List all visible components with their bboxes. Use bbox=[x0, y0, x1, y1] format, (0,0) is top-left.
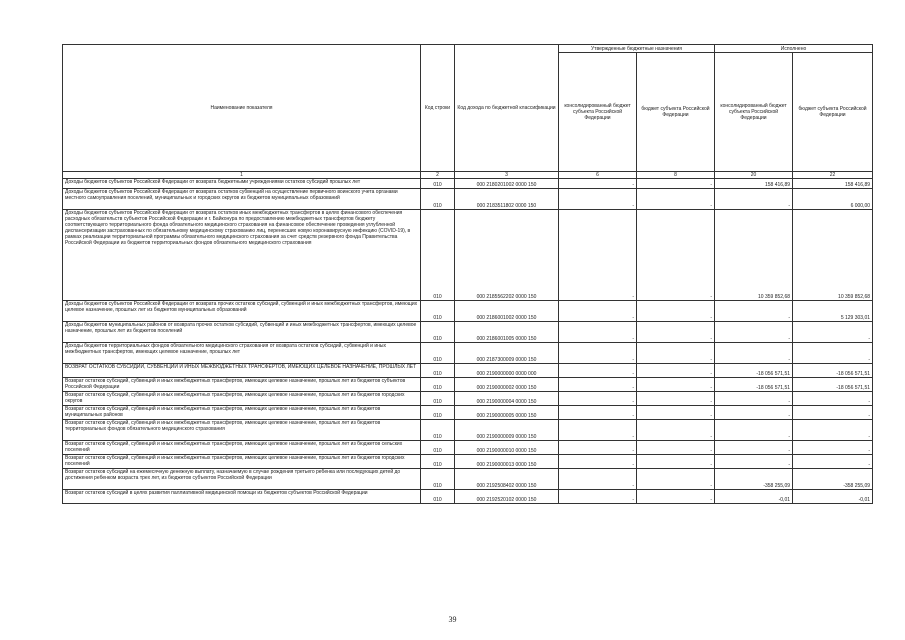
table-body bbox=[63, 179, 873, 504]
row-kbk: 000 2190000002 0000 150 bbox=[455, 378, 559, 392]
row-code: 010 bbox=[421, 364, 455, 378]
row-approved-consolidated: - bbox=[559, 179, 637, 189]
row-approved-subject: - bbox=[637, 455, 715, 469]
row-code: 010 bbox=[421, 322, 455, 343]
row-executed-consolidated: - bbox=[715, 322, 793, 343]
table-row bbox=[63, 364, 873, 378]
budget-table bbox=[62, 44, 873, 504]
row-kbk: 000 2185562202 0000 150 bbox=[455, 210, 559, 301]
row-executed-consolidated: - bbox=[715, 455, 793, 469]
row-name: Возврат остатков субсидий, субвенций и иных межбюджетных трансфертов, имеющих целевое назначение, прошлых лет из бюджетов городских округов bbox=[63, 392, 421, 406]
row-code: 010 bbox=[421, 189, 455, 210]
row-executed-consolidated: - bbox=[715, 189, 793, 210]
row-name: Доходы бюджетов субъектов Российской Федерации от возврата остатков иных межбюджетных трансфертов в целях финансового обеспечения расходных обязательств субъектов Российской Федерации и г. Байконура по предоставлению межбюджетных трансфертов бюджету соответствующего территориального фонда обязательного медицинского страхования на финансовое обеспечение проведения углубленной диспансеризации застрахованных по обязательному медицинскому страхованию лиц, перенесших новую коронавирусную инфекцию (COVID-19), в рамках реализации территориальной программы обязательного медицинского страхования за счет средств резервного фонда Правительства Российской Федерации из бюджетов территориальных фондов обязательного медицинского страхования bbox=[63, 210, 421, 301]
row-executed-subject: - bbox=[793, 441, 873, 455]
table-row bbox=[63, 406, 873, 420]
column-number: 22 bbox=[793, 172, 873, 179]
row-code: 010 bbox=[421, 441, 455, 455]
row-name: Возврат остатков субсидий, субвенций и иных межбюджетных трансфертов, имеющих целевое назначение, прошлых лет из бюджетов муниципальных районов bbox=[63, 406, 421, 420]
row-executed-subject: -358 255,09 bbox=[793, 469, 873, 490]
row-code: 010 bbox=[421, 420, 455, 441]
row-code: 010 bbox=[421, 455, 455, 469]
table-row bbox=[63, 469, 873, 490]
row-code: 010 bbox=[421, 210, 455, 301]
row-executed-subject: -18 056 571,51 bbox=[793, 364, 873, 378]
row-approved-consolidated: - bbox=[559, 490, 637, 504]
header-approved-consolidated: консолидированный бюджет субъекта Российской Федерации bbox=[559, 53, 637, 172]
column-number: 1 bbox=[63, 172, 421, 179]
header-executed-consolidated: консолидированный бюджет субъекта Российской Федерации bbox=[715, 53, 793, 172]
row-code: 010 bbox=[421, 179, 455, 189]
header-name: Наименование показателя bbox=[63, 45, 421, 172]
row-approved-subject: - bbox=[637, 210, 715, 301]
column-number-row bbox=[63, 172, 873, 179]
row-executed-subject: -0,01 bbox=[793, 490, 873, 504]
row-executed-subject: - bbox=[793, 420, 873, 441]
row-code: 010 bbox=[421, 406, 455, 420]
row-kbk: 000 2190000005 0000 150 bbox=[455, 406, 559, 420]
row-executed-subject: 6 000,00 bbox=[793, 189, 873, 210]
header-kbk: Код дохода по бюджетной классификации bbox=[455, 45, 559, 172]
row-kbk: 000 2186001002 0000 150 bbox=[455, 301, 559, 322]
row-approved-subject: - bbox=[637, 490, 715, 504]
row-executed-consolidated: - bbox=[715, 406, 793, 420]
row-kbk: 000 2190000004 0000 150 bbox=[455, 392, 559, 406]
row-name: Возврат остатков субсидий, субвенций и иных межбюджетных трансфертов, имеющих целевое назначение, прошлых лет из бюджетов субъектов Российской Федерации bbox=[63, 378, 421, 392]
row-name: Возврат остатков субсидий, субвенций и иных межбюджетных трансфертов, имеющих целевое назначение, прошлых лет из бюджетов сельских поселений bbox=[63, 441, 421, 455]
header-group-row bbox=[63, 45, 873, 53]
row-code: 010 bbox=[421, 378, 455, 392]
row-kbk: 000 2192520102 0000 150 bbox=[455, 490, 559, 504]
row-approved-subject: - bbox=[637, 441, 715, 455]
row-kbk: 000 2192508402 0000 150 bbox=[455, 469, 559, 490]
table-row bbox=[63, 179, 873, 189]
row-name: Доходы бюджетов муниципальных районов от возврата прочих остатков субсидий, субвенций и иных межбюджетных трансфертов, имеющих целевое назначение, прошлых лет из бюджетов поселений bbox=[63, 322, 421, 343]
table-row bbox=[63, 420, 873, 441]
row-executed-subject: 5 129 303,01 bbox=[793, 301, 873, 322]
row-approved-subject: - bbox=[637, 364, 715, 378]
row-approved-consolidated: - bbox=[559, 469, 637, 490]
row-code: 010 bbox=[421, 343, 455, 364]
row-executed-subject: 158 416,89 bbox=[793, 179, 873, 189]
row-name: Возврат остатков субсидий в целях развития паллиативной медицинской помощи из бюджетов субъектов Российской Федерации bbox=[63, 490, 421, 504]
row-kbk: 000 2187300009 0000 150 bbox=[455, 343, 559, 364]
row-approved-subject: - bbox=[637, 420, 715, 441]
header-approved-group: Утвержденные бюджетные назначения bbox=[559, 45, 715, 53]
column-number: 6 bbox=[559, 172, 637, 179]
row-approved-subject: - bbox=[637, 469, 715, 490]
row-name: Возврат остатков субсидий, субвенций и иных межбюджетных трансфертов, имеющих целевое назначение, прошлых лет из бюджетов территориальных фондов обязательного медицинского страхования bbox=[63, 420, 421, 441]
row-kbk: 000 2183511802 0000 150 bbox=[455, 189, 559, 210]
row-approved-subject: - bbox=[637, 378, 715, 392]
row-kbk: 000 2190000010 0000 150 bbox=[455, 441, 559, 455]
table-row bbox=[63, 322, 873, 343]
row-executed-subject: - bbox=[793, 406, 873, 420]
header-code: Код строки bbox=[421, 45, 455, 172]
row-name: Доходы бюджетов субъектов Российской Федерации от возврата остатков субвенций на осуществление первичного воинского учета органами местного самоуправления поселений, муниципальных и городских округов из бюджетов муниципальных образований bbox=[63, 189, 421, 210]
row-approved-subject: - bbox=[637, 392, 715, 406]
row-approved-subject: - bbox=[637, 179, 715, 189]
row-name: Доходы бюджетов территориальных фондов обязательного медицинского страхования от возврата остатков субсидий, субвенций и иных межбюджетных трансфертов, имеющих целевое назначение, прошлых лет bbox=[63, 343, 421, 364]
row-executed-subject: 10 359 852,68 bbox=[793, 210, 873, 301]
row-kbk: 000 2190000013 0000 150 bbox=[455, 455, 559, 469]
row-executed-consolidated: 158 416,89 bbox=[715, 179, 793, 189]
row-executed-consolidated: - bbox=[715, 343, 793, 364]
table-row bbox=[63, 301, 873, 322]
row-approved-consolidated: - bbox=[559, 189, 637, 210]
row-approved-consolidated: - bbox=[559, 301, 637, 322]
row-executed-consolidated: -358 255,09 bbox=[715, 469, 793, 490]
row-executed-consolidated: - bbox=[715, 420, 793, 441]
table-row bbox=[63, 455, 873, 469]
row-code: 010 bbox=[421, 490, 455, 504]
row-executed-subject: - bbox=[793, 343, 873, 364]
table-row bbox=[63, 490, 873, 504]
column-number: 3 bbox=[455, 172, 559, 179]
row-executed-consolidated: - bbox=[715, 392, 793, 406]
row-executed-consolidated: -18 056 571,51 bbox=[715, 364, 793, 378]
row-approved-consolidated: - bbox=[559, 322, 637, 343]
row-approved-consolidated: - bbox=[559, 406, 637, 420]
row-name: Возврат остатков субсидий на ежемесячную денежную выплату, назначаемую в случае рождения третьего ребенка или последующих детей до достижения ребенком возраста трех лет, из бюджетов субъектов Российской Федерации bbox=[63, 469, 421, 490]
row-approved-consolidated: - bbox=[559, 364, 637, 378]
row-name: Доходы бюджетов субъектов Российской Федерации от возврата бюджетными учреждениями остатков субсидий прошлых лет bbox=[63, 179, 421, 189]
row-approved-consolidated: - bbox=[559, 343, 637, 364]
row-approved-subject: - bbox=[637, 322, 715, 343]
row-kbk: 000 2190000000 0000 000 bbox=[455, 364, 559, 378]
row-approved-consolidated: - bbox=[559, 455, 637, 469]
page-number: 39 bbox=[448, 615, 457, 624]
header-executed-group: Исполнено bbox=[715, 45, 873, 53]
row-executed-consolidated: -0,01 bbox=[715, 490, 793, 504]
header-executed-subject: бюджет субъекта Российской Федерации bbox=[793, 53, 873, 172]
row-executed-consolidated: -18 056 571,51 bbox=[715, 378, 793, 392]
row-executed-consolidated: - bbox=[715, 301, 793, 322]
table-row bbox=[63, 441, 873, 455]
row-executed-subject: - bbox=[793, 322, 873, 343]
table-row bbox=[63, 189, 873, 210]
row-approved-subject: - bbox=[637, 406, 715, 420]
row-kbk: 000 2186001005 0000 150 bbox=[455, 322, 559, 343]
row-approved-consolidated: - bbox=[559, 441, 637, 455]
column-number: 2 bbox=[421, 172, 455, 179]
row-approved-consolidated: - bbox=[559, 378, 637, 392]
row-kbk: 000 2180201002 0000 150 bbox=[455, 179, 559, 189]
row-executed-subject: -18 056 571,51 bbox=[793, 378, 873, 392]
row-executed-consolidated: - bbox=[715, 441, 793, 455]
row-executed-consolidated: 10 359 852,68 bbox=[715, 210, 793, 301]
row-name: Возврат остатков субсидий, субвенций и иных межбюджетных трансфертов, имеющих целевое назначение, прошлых лет из бюджетов городских поселений bbox=[63, 455, 421, 469]
row-name: ВОЗВРАТ ОСТАТКОВ СУБСИДИЙ, СУБВЕНЦИЙ И ИНЫХ МЕЖБЮДЖЕТНЫХ ТРАНСФЕРТОВ, ИМЕЮЩИХ ЦЕЛЕВОЕ НАЗНАЧЕНИЕ, ПРОШЛЫХ ЛЕТ bbox=[63, 364, 421, 378]
row-code: 010 bbox=[421, 469, 455, 490]
header-approved-subject: бюджет субъекта Российской Федерации bbox=[637, 53, 715, 172]
row-executed-subject: - bbox=[793, 392, 873, 406]
table-row bbox=[63, 378, 873, 392]
row-executed-subject: - bbox=[793, 455, 873, 469]
row-kbk: 000 2190000009 0000 150 bbox=[455, 420, 559, 441]
table-row bbox=[63, 343, 873, 364]
row-approved-subject: - bbox=[637, 343, 715, 364]
column-number: 8 bbox=[637, 172, 715, 179]
table-row bbox=[63, 392, 873, 406]
row-approved-subject: - bbox=[637, 301, 715, 322]
row-approved-consolidated: - bbox=[559, 420, 637, 441]
table-row bbox=[63, 210, 873, 301]
row-name: Доходы бюджетов субъектов Российской Федерации от возврата прочих остатков субсидий, субвенций и иных межбюджетных трансфертов, имеющих целевое назначение, прошлых лет из бюджетов муниципальных образований bbox=[63, 301, 421, 322]
row-approved-subject: - bbox=[637, 189, 715, 210]
row-approved-consolidated: - bbox=[559, 210, 637, 301]
row-code: 010 bbox=[421, 301, 455, 322]
row-code: 010 bbox=[421, 392, 455, 406]
column-number: 20 bbox=[715, 172, 793, 179]
row-approved-consolidated: - bbox=[559, 392, 637, 406]
